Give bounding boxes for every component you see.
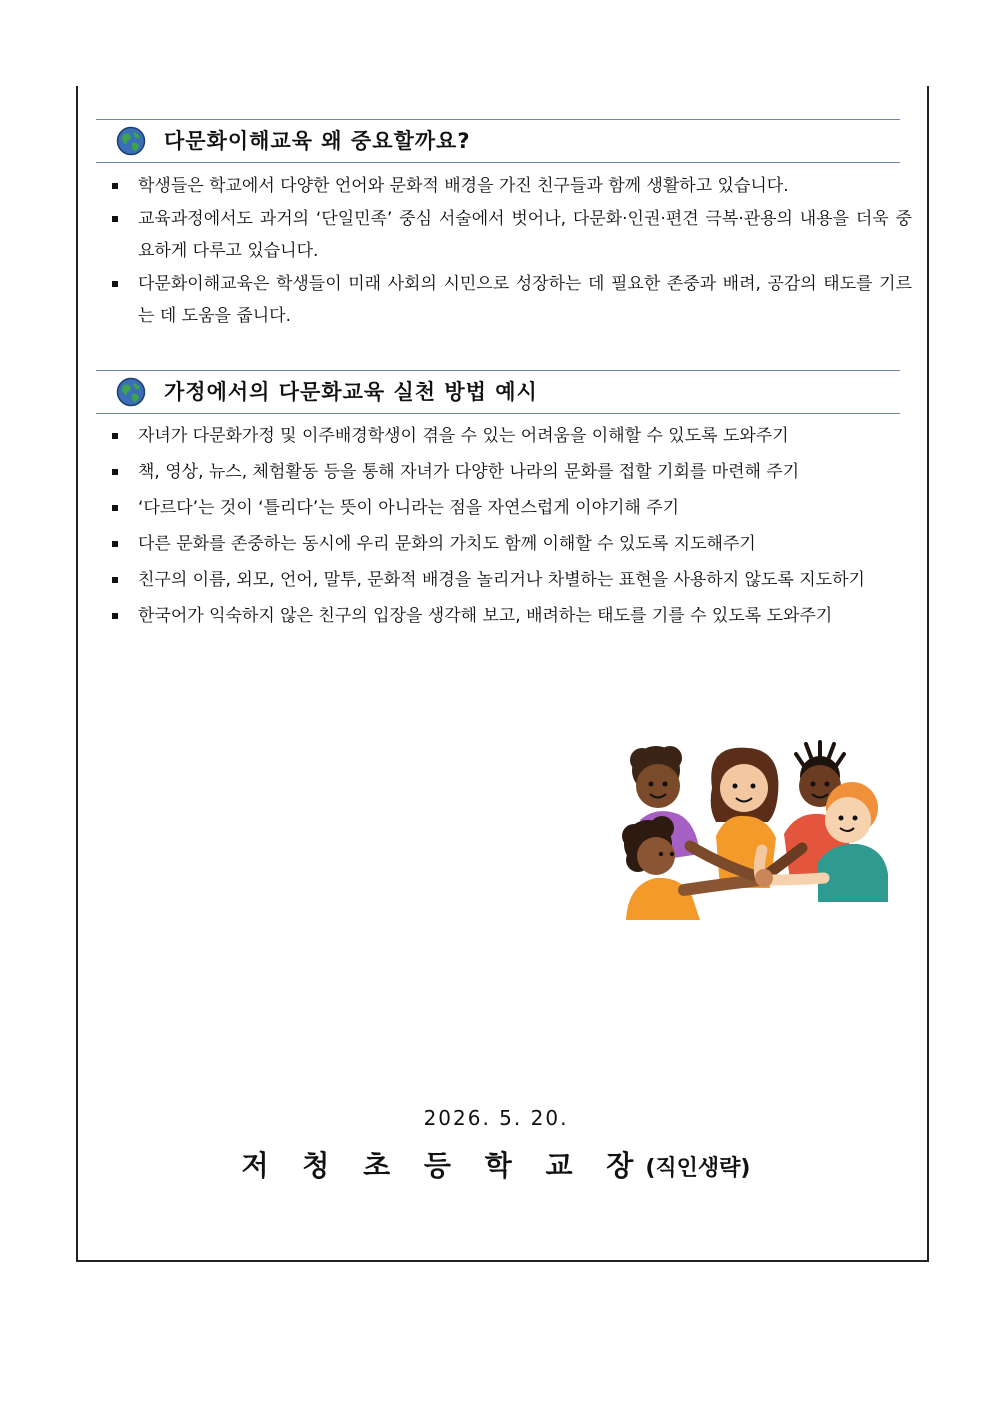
list-item xyxy=(106,598,912,634)
section-title: 다문화이해교육 왜 중요할까요? xyxy=(164,129,471,153)
list-item-text: 친구의 이름, 외모, 언어, 말투, 문화적 배경을 놀리거나 차별하는 표현을 사용하지 않도록 지도하기 xyxy=(138,570,865,590)
bullet-icon xyxy=(112,577,118,583)
list-item-text: 학생들은 학교에서 다양한 언어와 문화적 배경을 가진 친구들과 함께 생활하고 있습니다. xyxy=(138,176,789,196)
bullet-icon xyxy=(112,469,118,475)
list-item-text: 한국어가 익숙하지 않은 친구의 입장을 생각해 보고, 배려하는 태도를 기를 수 있도록 도와주기 xyxy=(138,606,833,626)
bullet-icon xyxy=(112,216,118,222)
diverse-children-hands-together-illustration xyxy=(612,738,894,920)
globe-icon xyxy=(116,377,146,407)
section-header-importance xyxy=(96,119,900,163)
list-item xyxy=(106,526,912,562)
list-item-text: ‘다르다’는 것이 ‘틀리다’는 뜻이 아니라는 점을 자연스럽게 이야기해 주기 xyxy=(138,498,680,518)
bullet-icon xyxy=(112,433,118,439)
seal-omitted-note: (직인생략) xyxy=(645,1156,751,1181)
list-item xyxy=(106,418,912,454)
list-item xyxy=(106,203,912,267)
globe-icon xyxy=(116,126,146,156)
bullet-icon xyxy=(112,505,118,511)
list-item-text: 다문화이해교육은 학생들이 미래 사회의 시민으로 성장하는 데 필요한 존중과 배려, 공감의 태도를 기르는 데 도움을 줍니다. xyxy=(138,274,912,326)
bullet-icon xyxy=(112,613,118,619)
home-practice-list xyxy=(106,418,912,634)
list-item xyxy=(106,490,912,526)
list-item xyxy=(106,454,912,490)
section-header-home-practice xyxy=(96,370,900,414)
list-item-text: 책, 영상, 뉴스, 체험활동 등을 통해 자녀가 다양한 나라의 문화를 접할 기회를 마련해 주기 xyxy=(138,462,800,482)
list-item-text: 교육과정에서도 과거의 ‘단일민족’ 중심 서술에서 벗어나, 다문화·인권·편견 극복·관용의 내용을 더욱 중요하게 다루고 있습니다. xyxy=(138,209,912,261)
list-item-text: 자녀가 다문화가정 및 이주배경학생이 겪을 수 있는 어려움을 이해할 수 있도록 도와주기 xyxy=(138,426,789,446)
school-principal: 저 청 초 등 학 교 장 xyxy=(241,1149,646,1182)
list-item-text: 다른 문화를 존중하는 동시에 우리 문화의 가치도 함께 이해할 수 있도록 지도해주기 xyxy=(138,534,756,554)
list-item xyxy=(106,268,912,332)
list-item xyxy=(106,562,912,598)
importance-list xyxy=(106,170,912,333)
principal-signature-line xyxy=(0,1144,992,1184)
issue-date: 2026. 5. 20. xyxy=(423,1106,569,1130)
bullet-icon xyxy=(112,541,118,547)
list-item xyxy=(106,170,912,202)
section-title: 가정에서의 다문화교육 실천 방법 예시 xyxy=(164,380,538,404)
bullet-icon xyxy=(112,281,118,287)
bullet-icon xyxy=(112,183,118,189)
